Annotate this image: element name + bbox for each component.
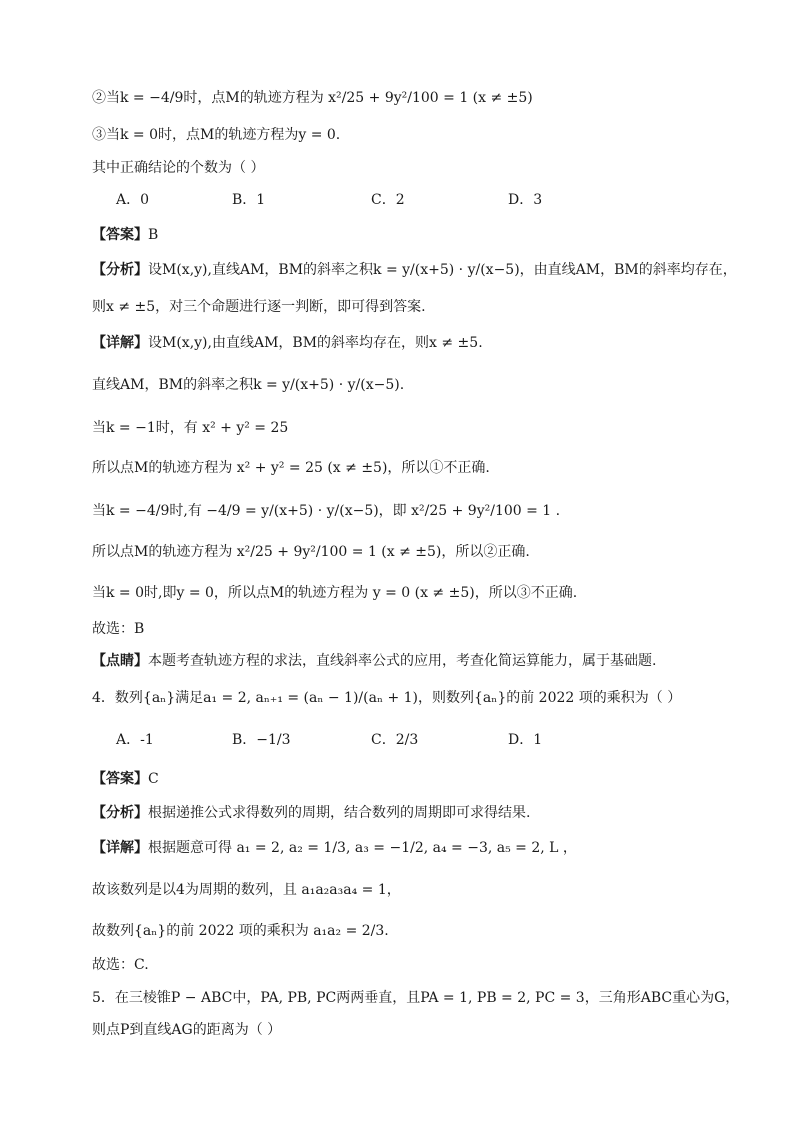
answer-tag: 【答案】 (92, 227, 148, 243)
analysis-text: 设M(x,y),直线AM，BM的斜率之积k = y/(x+5) · y/(x−5)，由直线AM，BM的斜率均存在， (148, 262, 737, 278)
q3-statement-2: ②当k = −4/9时，点M的轨迹方程为 x²/25 + 9y²/100 = 1 (x ≠ ±5) (92, 90, 533, 106)
answer-tag: 【答案】 (92, 771, 148, 787)
detail-text: 根据题意可得 a₁ = 2, a₂ = 1/3, a₃ = −1/2, a₄ = −3, a₅ = 2, L ， (148, 840, 577, 856)
q4-options (116, 730, 756, 750)
q3-answer (92, 225, 734, 245)
q3-analysis-cont: 则x ≠ ±5，对三个命题进行逐一判断，即可得到答案. (92, 299, 426, 315)
q3-choice: 故选：B (92, 621, 145, 637)
q4-option-a: A．-1 (116, 732, 154, 748)
q3-detail-line-7: 当k = 0时,即y = 0，所以点M的轨迹方程为 y = 0 (x ≠ ±5)，所以③不正确. (92, 585, 578, 601)
answer-value: C (148, 771, 159, 787)
q4-question: 4．数列{aₙ}满足a₁ = 2, aₙ₊₁ = (aₙ − 1)/(aₙ + 1)，则数列{aₙ}的前 2022 项的乘积为（ ） (92, 690, 682, 706)
analysis-text: 根据递推公式求得数列的周期，结合数列的周期即可求得结果. (148, 805, 531, 821)
q3-detail-line-5: 当k = −4/9时,有 −4/9 = y/(x+5) · y/(x−5)，即 x²/25 + 9y²/100 = 1 . (92, 503, 561, 519)
q3-detail-line-2: 直线AM，BM的斜率之积k = y/(x+5) · y/(x−5). (92, 377, 405, 393)
q4-analysis (92, 803, 734, 823)
q5-question-cont: 则点P到直线AG的距离为（ ） (92, 1022, 282, 1038)
q3-options (116, 190, 756, 210)
q4-choice: 故选：C. (92, 957, 149, 973)
comment-text: 本题考查轨迹方程的求法，直线斜率公式的应用，考查化简运算能力，属于基础题. (148, 653, 657, 669)
q3-option-c: C．2 (371, 192, 405, 208)
comment-tag: 【点睛】 (92, 653, 148, 669)
q3-statement-3: ③当k = 0时，点M的轨迹方程为y = 0. (92, 127, 341, 143)
analysis-tag: 【分析】 (92, 262, 148, 278)
q4-answer (92, 769, 734, 789)
detail-tag: 【详解】 (92, 335, 148, 351)
q4-option-b: B．−1/3 (232, 732, 291, 748)
analysis-tag: 【分析】 (92, 805, 148, 821)
q3-option-b: B．1 (232, 192, 266, 208)
q3-detail (92, 333, 734, 353)
q3-detail-line-4: 所以点M的轨迹方程为 x² + y² = 25 (x ≠ ±5)，所以①不正确. (92, 460, 490, 476)
q3-detail-line-3: 当k = −1时，有 x² + y² = 25 (92, 420, 289, 436)
q3-detail-line-6: 所以点M的轨迹方程为 x²/25 + 9y²/100 = 1 (x ≠ ±5)，所以②正确. (92, 544, 530, 560)
q4-option-d: D．1 (508, 732, 543, 748)
q4-detail (92, 838, 734, 858)
q4-detail-line-3: 故数列{aₙ}的前 2022 项的乘积为 a₁a₂ = 2/3. (92, 923, 389, 939)
detail-text: 设M(x,y),由直线AM，BM的斜率均存在，则x ≠ ±5. (148, 335, 483, 351)
detail-tag: 【详解】 (92, 840, 148, 856)
q4-detail-line-2: 故该数列是以4为周期的数列，且 a₁a₂a₃a₄ = 1， (92, 882, 401, 898)
q3-comment (92, 651, 734, 671)
answer-value: B (148, 227, 159, 243)
q3-analysis (92, 260, 737, 280)
q4-option-c: C．2/3 (371, 732, 419, 748)
q3-option-a: A．0 (116, 192, 150, 208)
q5-question: 5．在三棱锥P − ABC中，PA, PB, PC两两垂直，且PA = 1, PB = 2, PC = 3，三角形ABC重心为G， (92, 990, 740, 1006)
q3-question: 其中正确结论的个数为（ ） (92, 160, 265, 176)
q3-option-d: D．3 (508, 192, 543, 208)
